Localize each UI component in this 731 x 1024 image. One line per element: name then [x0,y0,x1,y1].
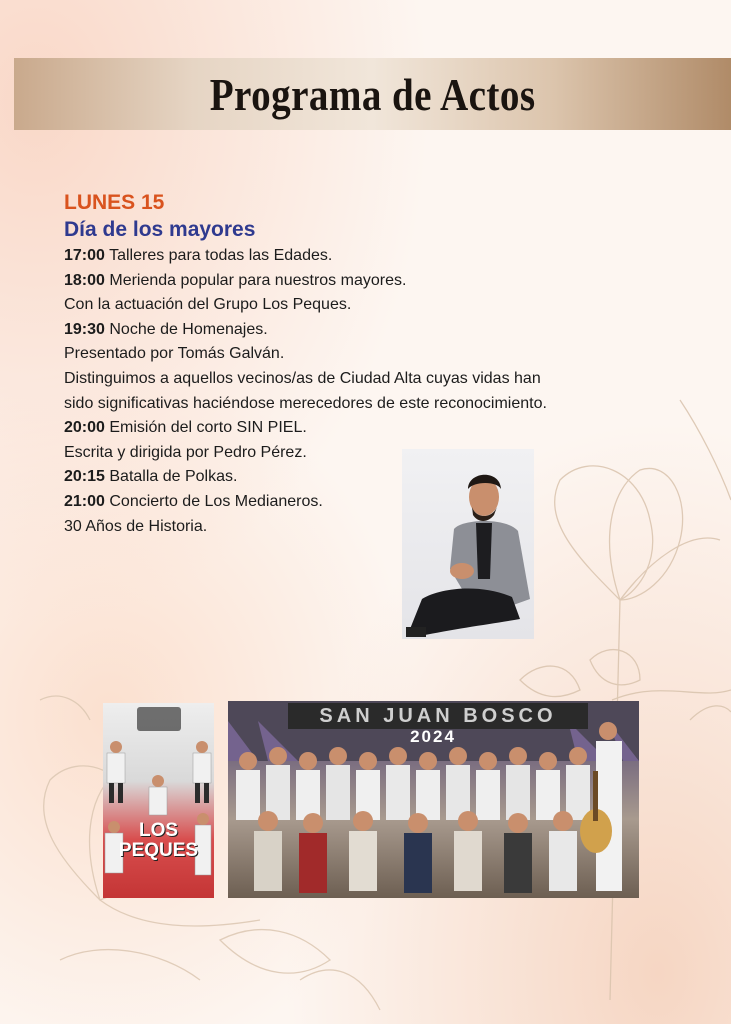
poster-title [103,821,214,861]
program-line [64,465,684,490]
poster-illustration [103,703,214,898]
event-text: Distinguimos a aquellos vecinos/as de Ciudad Alta cuyas vidas han [64,369,541,387]
los-peques-poster [103,703,214,898]
poster-title-line: PEQUES [118,840,199,861]
day-subtitle: Día de los mayores [64,218,256,241]
event-text: Batalla de Polkas. [104,468,238,486]
day-heading: LUNES 15 [64,191,165,214]
event-time: 20:00 [64,419,105,437]
program-line [64,244,684,269]
program-line [64,416,684,441]
group-year-sign: 2024 [410,727,456,746]
program-line [64,269,684,294]
program-line [64,318,684,343]
program-line [64,293,684,318]
event-text: Talleres para todas las Edades. [104,247,333,264]
event-text: Concierto de Los Medianeros. [104,492,323,510]
event-time: 18:00 [64,271,105,289]
event-time: 19:30 [64,320,105,338]
program-line [64,515,684,540]
event-text: Con la actuación del Grupo Los Peques. [64,296,352,314]
program-line [64,392,684,417]
event-text: Presentado por Tomás Galván. [64,345,285,363]
group-banner-sign: SAN JUAN BOSCO [288,703,588,729]
poster-title-line: LOS [138,820,179,841]
event-text: sido significativas haciéndose merecedores de este reconocimiento. [64,394,547,412]
event-time: 20:15 [64,468,105,486]
event-time: 17:00 [64,247,105,264]
group-photo [228,701,639,898]
event-text: Noche de Homenajes. [104,320,268,338]
program-line [64,441,684,466]
event-time: 21:00 [64,492,105,510]
presenter-illustration [402,449,534,639]
event-text: Merienda popular para nuestros mayores. [104,271,407,289]
program-line [64,342,684,367]
page-title: Programa de Actos [209,68,536,120]
program-line [64,490,684,515]
title-banner [14,58,731,130]
program-content [64,190,684,539]
program-line [64,367,684,392]
event-text: Emisión del corto SIN PIEL. [104,419,307,437]
event-text: Escrita y dirigida por Pedro Pérez. [64,443,307,461]
event-text: 30 Años de Historia. [64,517,208,535]
presenter-photo [402,449,534,639]
